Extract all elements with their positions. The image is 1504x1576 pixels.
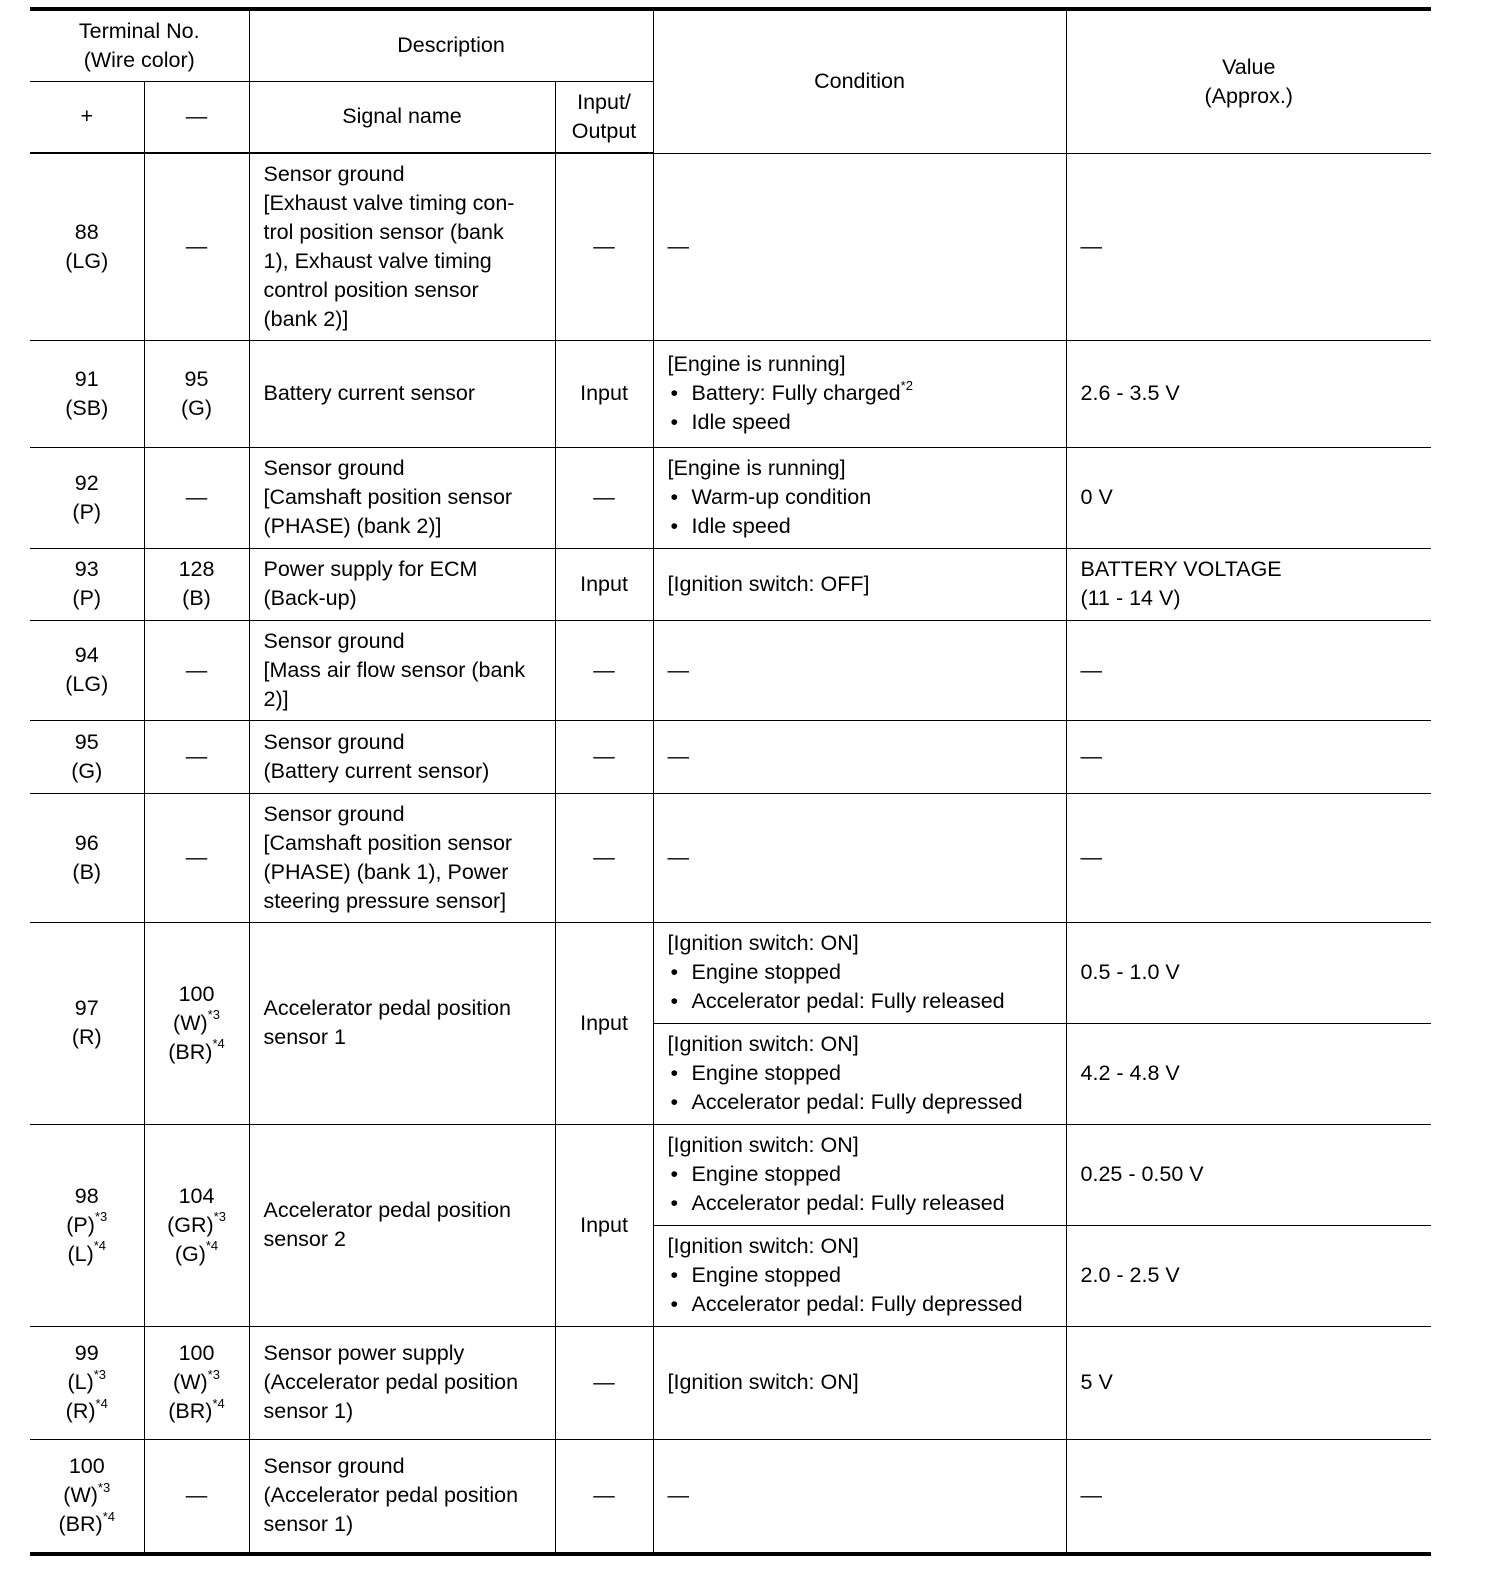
terminal-minus-line: $(G)^{*4}$ bbox=[174, 1238, 219, 1266]
value-text: — bbox=[1080, 1483, 1103, 1508]
terminal-plus-line: (G) bbox=[71, 758, 103, 783]
terminal-minus bbox=[144, 1124, 249, 1326]
table-row bbox=[30, 153, 1431, 340]
condition-bullet: • Engine stopped bbox=[668, 1160, 1060, 1189]
header-condition: Condition bbox=[653, 9, 1066, 153]
terminal-plus bbox=[30, 548, 144, 620]
signal-line: Accelerator pedal position bbox=[263, 996, 511, 1020]
value-cell bbox=[1066, 153, 1431, 340]
terminal-minus-line: — bbox=[185, 845, 208, 869]
condition-bullet: • Engine stopped bbox=[668, 958, 1060, 987]
value-cell bbox=[1066, 1439, 1431, 1554]
terminal-minus-line: — bbox=[185, 657, 208, 682]
terminal-minus bbox=[144, 793, 249, 922]
condition-cell bbox=[653, 153, 1066, 340]
condition-head: — bbox=[667, 234, 690, 258]
value-text: — bbox=[1080, 744, 1103, 768]
condition-bullet: • Idle speed bbox=[668, 408, 1060, 437]
terminal-plus-line: $(L)^{*4}$ bbox=[67, 1238, 107, 1266]
signal-line: (Accelerator pedal position bbox=[263, 1370, 519, 1394]
table-row bbox=[30, 447, 1431, 548]
value-cell bbox=[1066, 793, 1431, 922]
condition-head: — bbox=[667, 1483, 690, 1508]
terminal-plus-line: 91 bbox=[74, 366, 99, 391]
terminal-minus bbox=[144, 922, 249, 1124]
terminal-minus-line: 104 bbox=[178, 1183, 215, 1208]
condition-cell bbox=[653, 1225, 1066, 1326]
terminal-plus bbox=[30, 620, 144, 720]
input-output: — bbox=[555, 720, 653, 793]
table-body bbox=[30, 153, 1431, 1554]
terminal-plus-line: (P) bbox=[72, 499, 102, 524]
signal-line: (Accelerator pedal position bbox=[263, 1483, 519, 1508]
signal-name bbox=[249, 1439, 555, 1554]
value-cell bbox=[1066, 340, 1431, 447]
terminal-minus bbox=[144, 620, 249, 720]
signal-line: (bank 2)] bbox=[263, 306, 349, 331]
header-input-output: Input/ Output bbox=[555, 81, 653, 153]
condition-head: — bbox=[667, 845, 690, 869]
terminal-minus bbox=[144, 153, 249, 340]
condition-cell bbox=[653, 620, 1066, 720]
signal-name bbox=[249, 1124, 555, 1326]
signal-name bbox=[249, 447, 555, 548]
terminal-table bbox=[30, 7, 1431, 1556]
value-cell bbox=[1066, 447, 1431, 548]
condition-cell bbox=[653, 447, 1066, 548]
condition-head: [Ignition switch: ON] bbox=[667, 1133, 859, 1157]
value-text: — bbox=[1080, 845, 1103, 869]
terminal-minus bbox=[144, 548, 249, 620]
terminal-plus-line: (R) bbox=[71, 1025, 102, 1049]
input-output: Input bbox=[555, 340, 653, 447]
input-output: Input bbox=[555, 1124, 653, 1326]
condition-cell bbox=[653, 548, 1066, 620]
signal-name bbox=[249, 548, 555, 620]
terminal-plus-line: 96 bbox=[74, 830, 99, 855]
terminal-plus bbox=[30, 720, 144, 793]
condition-bullet: • Battery: Fully charged$^{*2}$ bbox=[668, 379, 1060, 408]
condition-bullet: • Engine stopped bbox=[668, 1059, 1060, 1088]
footnote-ref: *4 bbox=[95, 1395, 108, 1411]
signal-name bbox=[249, 620, 555, 720]
header-value: Value (Approx.) bbox=[1066, 9, 1431, 153]
signal-line: Sensor ground bbox=[263, 801, 405, 826]
terminal-minus-line: 128 bbox=[178, 557, 215, 581]
value-text: 2.0 - 2.5 V bbox=[1080, 1263, 1180, 1287]
condition-cell bbox=[653, 1326, 1066, 1439]
signal-line: Sensor ground bbox=[263, 1454, 405, 1479]
condition-head: [Engine is running] bbox=[667, 352, 846, 376]
terminal-minus bbox=[144, 720, 249, 793]
header-terminal-no: Terminal No. (Wire color) bbox=[30, 9, 249, 81]
signal-line: sensor 1) bbox=[263, 1399, 354, 1423]
condition-head: [Engine is running] bbox=[667, 456, 846, 480]
condition-head: [Ignition switch: ON] bbox=[667, 1370, 859, 1394]
terminal-plus bbox=[30, 1439, 144, 1554]
value-cell bbox=[1066, 620, 1431, 720]
value-text: BATTERY VOLTAGE bbox=[1080, 557, 1282, 581]
condition-head: [Ignition switch: ON] bbox=[667, 931, 859, 955]
condition-bullet: • Accelerator pedal: Fully depressed bbox=[668, 1290, 1060, 1319]
condition-cell bbox=[653, 720, 1066, 793]
value-text: 0.5 - 1.0 V bbox=[1080, 960, 1180, 984]
terminal-plus bbox=[30, 922, 144, 1124]
value-cell bbox=[1066, 1023, 1431, 1124]
signal-line: Sensor ground bbox=[263, 628, 405, 653]
footnote-ref: *3 bbox=[207, 1366, 220, 1382]
terminal-plus bbox=[30, 1326, 144, 1439]
terminal-plus-line: $(P)^{*3}$ bbox=[66, 1209, 108, 1237]
value-text: — bbox=[1080, 657, 1103, 682]
signal-line: Sensor power supply bbox=[263, 1341, 465, 1365]
terminal-plus-line: (P) bbox=[72, 586, 102, 610]
table-row bbox=[30, 548, 1431, 620]
signal-line: Sensor ground bbox=[263, 456, 405, 480]
terminal-minus-line: — bbox=[185, 1483, 208, 1508]
header-signal-name: Signal name bbox=[249, 81, 555, 153]
terminal-plus-line: 93 bbox=[74, 557, 99, 581]
terminal-plus-line: (LG) bbox=[65, 248, 109, 273]
input-output: — bbox=[555, 1326, 653, 1439]
table-row bbox=[30, 340, 1431, 447]
signal-line: (PHASE) (bank 1), Power bbox=[263, 859, 509, 884]
terminal-minus-line: 100 bbox=[178, 981, 215, 1006]
condition-bullet: • Accelerator pedal: Fully released bbox=[668, 1189, 1060, 1218]
footnote-ref: *4 bbox=[212, 1036, 225, 1052]
footnote-ref: *3 bbox=[97, 1480, 111, 1496]
terminal-plus-line: (SB) bbox=[65, 395, 109, 420]
condition-cell bbox=[653, 1023, 1066, 1124]
table-row bbox=[30, 620, 1431, 720]
signal-name bbox=[249, 922, 555, 1124]
condition-head: [Ignition switch: OFF] bbox=[667, 571, 870, 596]
signal-line: Sensor ground bbox=[263, 161, 405, 186]
terminal-minus-line: (BR)$^{*4}$ bbox=[168, 1395, 225, 1423]
terminal-plus-line: $(W)^{*3}$ bbox=[63, 1480, 111, 1508]
value-text: — bbox=[1080, 234, 1103, 258]
footnote-ref: *3 bbox=[93, 1366, 107, 1382]
signal-line: 2)] bbox=[263, 686, 289, 711]
input-output: Input bbox=[555, 548, 653, 620]
terminal-minus bbox=[144, 1439, 249, 1554]
condition-head: [Ignition switch: ON] bbox=[667, 1032, 859, 1056]
terminal-minus-line: — bbox=[185, 485, 208, 509]
header-description: Description bbox=[249, 9, 653, 81]
table-row bbox=[30, 793, 1431, 922]
terminal-minus-line: (GR)$^{*3}$ bbox=[167, 1209, 226, 1237]
value-text: 2.6 - 3.5 V bbox=[1080, 381, 1180, 405]
footnote-ref: *2 bbox=[900, 377, 913, 393]
signal-line: Battery current sensor bbox=[263, 381, 476, 405]
input-output: — bbox=[555, 447, 653, 548]
terminal-minus-line: — bbox=[185, 234, 208, 259]
condition-cell bbox=[653, 922, 1066, 1023]
signal-line: (Back-up) bbox=[263, 586, 357, 610]
terminal-plus-line: 88 bbox=[74, 219, 99, 244]
terminal-minus-line: (BR)$^{*4}$ bbox=[168, 1036, 225, 1064]
signal-line: steering pressure sensor] bbox=[263, 888, 507, 913]
signal-line: [Exhaust valve timing con- bbox=[263, 190, 515, 215]
footnote-ref: *3 bbox=[213, 1209, 226, 1225]
footnote-ref: *3 bbox=[207, 1007, 220, 1023]
footnote-ref: *4 bbox=[205, 1238, 219, 1254]
terminal-plus-line: 98 bbox=[74, 1183, 99, 1208]
terminal-plus bbox=[30, 1124, 144, 1326]
terminal-minus bbox=[144, 340, 249, 447]
signal-line: (PHASE) (bank 2)] bbox=[263, 514, 442, 538]
signal-line: sensor 1 bbox=[263, 1025, 346, 1049]
signal-line: [Camshaft position sensor bbox=[263, 830, 513, 855]
signal-line: control position sensor bbox=[263, 277, 479, 302]
terminal-plus bbox=[30, 447, 144, 548]
condition-cell bbox=[653, 340, 1066, 447]
terminal-plus-line: $(L)^{*3}$ bbox=[67, 1366, 107, 1394]
signal-line: sensor 1) bbox=[263, 1512, 354, 1537]
terminal-minus bbox=[144, 447, 249, 548]
value-cell bbox=[1066, 1225, 1431, 1326]
value-cell bbox=[1066, 720, 1431, 793]
signal-line: 1), Exhaust valve timing bbox=[263, 248, 492, 273]
signal-name bbox=[249, 1326, 555, 1439]
condition-cell bbox=[653, 1124, 1066, 1225]
value-text: 4.2 - 4.8 V bbox=[1080, 1061, 1180, 1085]
input-output: — bbox=[555, 620, 653, 720]
terminal-plus bbox=[30, 793, 144, 922]
input-output: — bbox=[555, 153, 653, 340]
signal-line: Accelerator pedal position bbox=[263, 1198, 511, 1222]
condition-head: — bbox=[667, 657, 690, 682]
footnote-ref: *4 bbox=[102, 1509, 115, 1525]
table-row bbox=[30, 1124, 1431, 1225]
condition-bullet: • Accelerator pedal: Fully depressed bbox=[668, 1088, 1060, 1117]
terminal-minus-line: — bbox=[185, 744, 208, 768]
condition-bullet: • Idle speed bbox=[668, 512, 1060, 541]
condition-bullet: • Engine stopped bbox=[668, 1261, 1060, 1290]
value-text: (11 - 14 V) bbox=[1080, 586, 1181, 610]
signal-line: [Mass air flow sensor (bank bbox=[263, 657, 526, 682]
signal-line: [Camshaft position sensor bbox=[263, 485, 513, 509]
table-row bbox=[30, 1439, 1431, 1554]
footnote-ref: *4 bbox=[93, 1238, 107, 1254]
terminal-plus-line: 92 bbox=[74, 470, 99, 495]
signal-line: trol position sensor (bank bbox=[263, 219, 504, 244]
terminal-plus-line: $(R)^{*4}$ bbox=[65, 1395, 108, 1423]
terminal-plus-line: (LG) bbox=[65, 672, 109, 696]
input-output: — bbox=[555, 1439, 653, 1554]
condition-head: — bbox=[667, 744, 690, 768]
terminal-plus-line: 94 bbox=[74, 643, 99, 667]
terminal-plus-line: (BR)$^{*4}$ bbox=[58, 1509, 115, 1537]
signal-line: Power supply for ECM bbox=[263, 557, 478, 581]
header-plus: + bbox=[30, 81, 144, 153]
condition-bullet: • Warm-up condition bbox=[668, 483, 1060, 512]
terminal-minus-line: $(W)^{*3}$ bbox=[173, 1366, 220, 1394]
table-row bbox=[30, 922, 1431, 1023]
table-row bbox=[30, 720, 1431, 793]
signal-name bbox=[249, 793, 555, 922]
header-minus: — bbox=[144, 81, 249, 153]
value-text: 5 V bbox=[1080, 1370, 1113, 1394]
terminal-minus-line: $(W)^{*3}$ bbox=[173, 1007, 220, 1035]
terminal-minus-line: 100 bbox=[178, 1341, 215, 1365]
terminal-plus-line: 100 bbox=[68, 1454, 105, 1479]
value-cell bbox=[1066, 1326, 1431, 1439]
footnote-ref: *4 bbox=[212, 1395, 225, 1411]
table-row bbox=[30, 1326, 1431, 1439]
terminal-plus-line: (B) bbox=[72, 859, 102, 884]
input-output: — bbox=[555, 793, 653, 922]
value-cell bbox=[1066, 1124, 1431, 1225]
value-cell bbox=[1066, 548, 1431, 620]
signal-line: (Battery current sensor) bbox=[263, 758, 490, 783]
input-output: Input bbox=[555, 922, 653, 1124]
terminal-minus-line: (G) bbox=[180, 395, 213, 420]
signal-name bbox=[249, 720, 555, 793]
terminal-plus bbox=[30, 340, 144, 447]
condition-head: [Ignition switch: ON] bbox=[667, 1234, 859, 1258]
condition-bullet: • Accelerator pedal: Fully released bbox=[668, 987, 1060, 1016]
terminal-plus bbox=[30, 153, 144, 340]
signal-name bbox=[249, 153, 555, 340]
value-text: 0.25 - 0.50 V bbox=[1080, 1162, 1204, 1186]
terminal-plus-line: 99 bbox=[74, 1341, 99, 1365]
signal-line: sensor 2 bbox=[263, 1227, 346, 1251]
footnote-ref: *3 bbox=[94, 1209, 108, 1225]
condition-cell bbox=[653, 793, 1066, 922]
terminal-minus-line: (B) bbox=[182, 586, 211, 610]
signal-name bbox=[249, 340, 555, 447]
value-cell bbox=[1066, 922, 1431, 1023]
terminal-plus-line: 97 bbox=[74, 996, 99, 1020]
signal-line: Sensor ground bbox=[263, 729, 405, 754]
terminal-minus-line: 95 bbox=[184, 366, 209, 391]
condition-cell bbox=[653, 1439, 1066, 1554]
terminal-minus bbox=[144, 1326, 249, 1439]
terminal-plus-line: 95 bbox=[74, 729, 99, 754]
value-text: 0 V bbox=[1080, 485, 1113, 509]
